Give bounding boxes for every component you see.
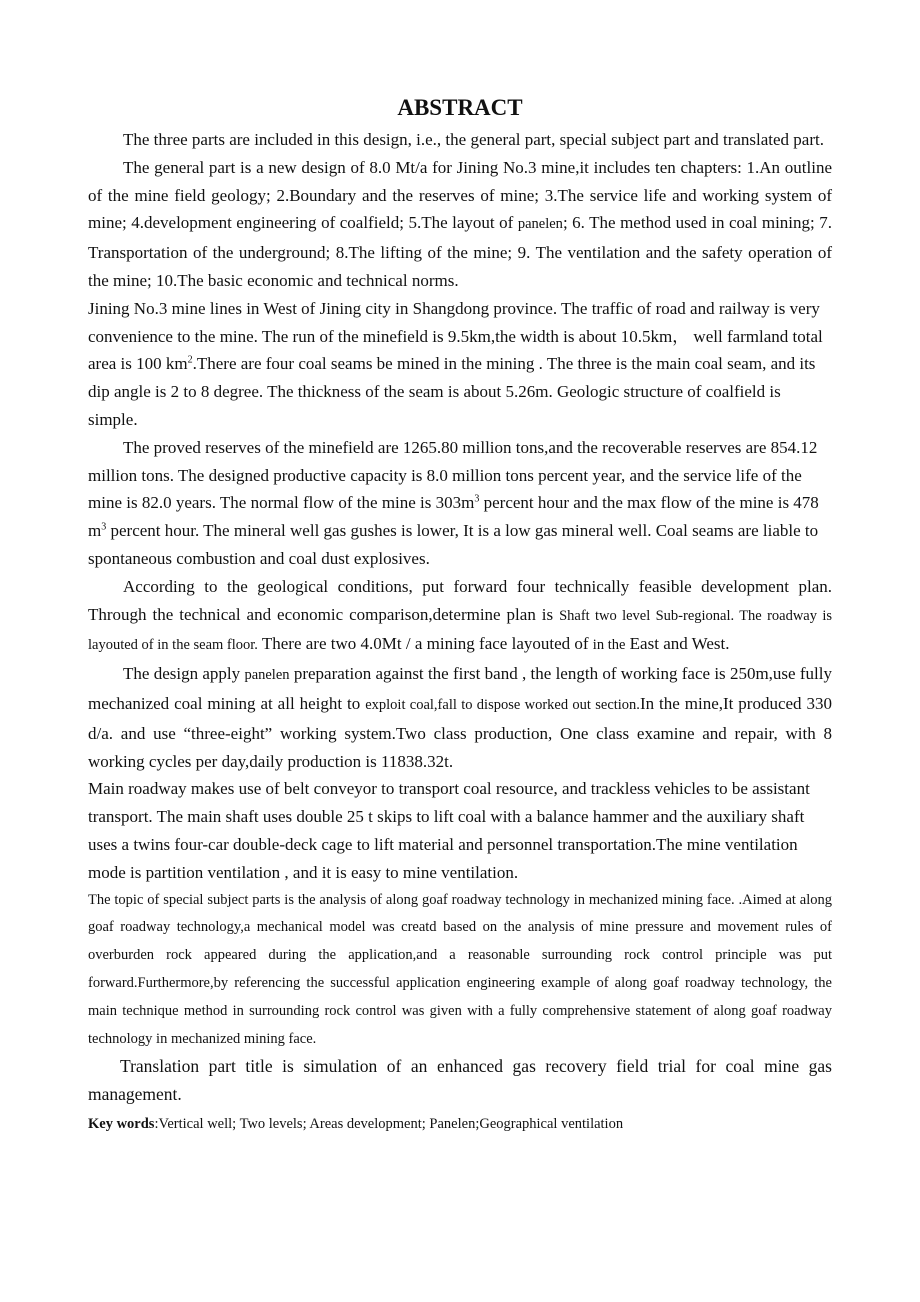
superscript: 2 — [187, 354, 193, 366]
superscript: 3 — [101, 521, 107, 533]
paragraph-special-subject: The topic of special subject parts is the analysis of along goaf roadway technology in mechanized mining face. .Aimed at along goaf roadway technology,a mechanical model was creatd based on the analysis of mine pressure and movement rules of overburden rock appeared during the application,and a reasonable surrounding rock control principle was put forward.Furthermore,by referencing the successful application engineering example of along goaf roadway technology, the main technique method in surrounding rock control was given with a fully comprehensive statement of along goaf roadway technology in mechanized mining face. — [88, 891, 832, 1047]
paragraph-transport: Main roadway makes use of belt conveyor to transport coal resource, and trackless vehicles to be assistant transport. The main shaft uses double 25 t skips to lift coal with a balance hammer and the auxiliary shaft uses a twins four-car double-deck cage to lift material and personnel transportation.The mine ventilation mode is partition ventilation , and it is easy to mine ventilation. — [88, 779, 810, 882]
text-run: preparation against the first band , the length of working face is 250m,use fully mechanized coal mining at all height to — [88, 664, 832, 713]
text-run: The general part is a new design of 8.0 Mt/a for Jining No.3 mine,it includes ten chapters: 1.An outline of the mine field geology; 2.Boundary and the reserves of mine; 3.The service life and working system of mine; 4.development engineering of coalfield; 5.The layout of — [88, 157, 832, 233]
text-run-small: panelen — [517, 216, 563, 233]
paragraph-development-plan — [88, 573, 832, 660]
text-run: The design apply — [123, 664, 245, 684]
paragraph-translation: Translation part title is simulation of an enhanced gas recovery field trial for coal mine gas management. — [88, 1056, 832, 1105]
keywords-line — [88, 1111, 832, 1137]
text-run-small: panelen — [244, 667, 290, 684]
text-run: The proved reserves of the minefield are 1265.80 million tons,and the recoverable reserves are 854.12 million tons. The designed productive capacity is 8.0 million tons percent year, and the service life of the mine is 82.0 years. The normal flow of the mine is 303m — [88, 437, 818, 513]
text-run-small: exploit coal,fall to dispose worked out section. — [365, 696, 640, 713]
text-run: Jining No.3 mine lines in West of Jining city in Shangdong province. The traffic of road and railway is very convenience to the mine. The run of the minefield is 9.5km,the width is about 10.5km， well farmland total area is 100 km — [88, 298, 823, 374]
text-run: There are two 4.0Mt / a mining face layouted of — [257, 634, 593, 654]
keywords-label: Key words — [88, 1115, 155, 1132]
text-run: percent hour and the max flow of the mine is 478 m — [88, 493, 819, 541]
paragraph-location — [88, 295, 832, 434]
paragraph-mining-method — [88, 660, 832, 775]
paragraph-general-part — [88, 154, 832, 295]
keywords-text: :Vertical well; Two levels; Areas development; Panelen;Geographical ventilation — [154, 1115, 624, 1132]
page-title: ABSTRACT — [397, 95, 523, 120]
paragraph-intro: The three parts are included in this design, i.e., the general part, special subject part and translated part. — [123, 130, 824, 149]
text-run: percent hour. The mineral well gas gushes is lower, It is a low gas mineral well. Coal seams are liable to spontaneous combustion and coal dust explosives. — [88, 521, 819, 568]
paragraph-reserves — [88, 434, 832, 573]
text-run: East and West. — [625, 634, 730, 654]
text-run: In the mine,It produced 330 d/a. and use “three-eight” working system.Two class production, One class examine and repair, with 8 working cycles per day,daily production is 11838.32t. — [88, 693, 832, 771]
text-run: According to the geological conditions, put forward four technically feasible development plan. Through the technical and economic comparison,determine plan is — [88, 576, 832, 624]
text-run-small: Shaft two level Sub-regional. The roadway is layouted of in the seam floor. — [88, 607, 832, 654]
abstract-page — [88, 92, 832, 1137]
text-run-small: in the — [592, 637, 626, 654]
superscript: 3 — [474, 493, 480, 505]
text-run: ; 6. The method used in coal mining; 7. Transportation of the underground; 8.The lifting of the mine; 9. The ventilation and the safety operation of the mine; 10.The basic economic and technical norms. — [88, 213, 832, 290]
text-run: .There are four coal seams be mined in the mining . The three is the main coal seam, and its dip angle is 2 to 8 degree. The thickness of the seam is about 5.26m. Geologic structure of coalfield is simple. — [88, 354, 816, 429]
